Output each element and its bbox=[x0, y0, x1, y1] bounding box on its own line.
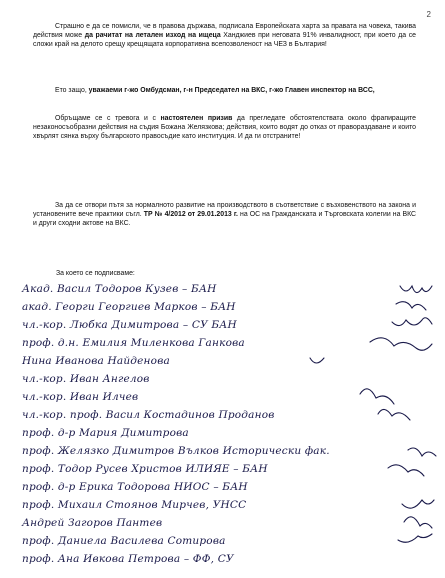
paragraph-1-text-b: Ханджиев при неговата 91% инвалидност, при което да се сложи край на делото срещу крещящата корпоративна всепозволеност на ЧЕЗ в България! bbox=[33, 32, 416, 49]
signature-line: проф. Даниела Василева Сотирова bbox=[22, 535, 226, 547]
signature-line: проф. д-р Мария Димитрова bbox=[22, 427, 189, 439]
paragraph-4-bold: ТР № 4/2012 от 29.01.2013 г. bbox=[143, 211, 238, 219]
paragraph-2-bold: уважаеми г-жо Омбудсман, г-н Председател на ВКС, г-жо Главен инспектор на ВСС, bbox=[88, 87, 375, 94]
paragraph-3-text-a: Обръщаме се с тревога и с bbox=[55, 115, 161, 122]
paragraph-3-bold: настоятелен призив bbox=[160, 115, 233, 122]
signature-line: проф. Михаил Стоянов Мирчев, УНСС bbox=[22, 499, 247, 511]
paragraph-2-text-a: Ето защо, bbox=[55, 87, 89, 94]
signature-line: чл.-кор. проф. Васил Костадинов Проданов bbox=[22, 409, 275, 421]
paragraph-4 bbox=[33, 201, 416, 228]
paragraph-3-text-b: да прегледате обстоятелствата около фрапиращите незаконосъобразни действия на съдия Божана Желязкова; действия, които водят до отказ от правораздаване и които хвърлят сянка върху българското правосъдие като институция. И да ги отстраните! bbox=[33, 115, 417, 141]
signature-line: проф. д-р Ерика Тодорова НИОС – БАН bbox=[22, 481, 248, 493]
paragraph-3 bbox=[33, 114, 416, 141]
signatories-label: За което се подписваме: bbox=[56, 270, 135, 277]
signature-line: проф. Тодор Русев Христов ИЛИЯЕ – БАН bbox=[22, 463, 268, 475]
signature-line: акад. Георги Георгиев Марков – БАН bbox=[22, 301, 236, 313]
signature-line: чл.-кор. Иван Ангелов bbox=[22, 373, 150, 385]
signature-line: чл.-кор. Иван Илчев bbox=[22, 391, 139, 403]
signature-line: проф. Ана Ивкова Петрова – ФФ, СУ bbox=[22, 553, 234, 565]
paragraph-1-bold: да рачитат на летален изход на ищеца bbox=[84, 32, 221, 40]
signature-line: проф. д.н. Емилия Миленкова Ганкова bbox=[22, 337, 245, 349]
signature-line: Акад. Васил Тодоров Кузев – БАН bbox=[22, 283, 217, 295]
signature-line: Андрей Загоров Пантев bbox=[22, 517, 163, 529]
paragraph-4-text-a: За да се отвори пътя за нормалното развитие на производството в съответствие с възховенството на закона и установените вече практики съгл. bbox=[33, 202, 416, 219]
paragraph-2 bbox=[33, 86, 416, 95]
signature-line: проф. Желязко Димитров Вълков Исторически фак. bbox=[22, 445, 330, 457]
signature-line: чл.-кор. Любка Димитрова – СУ БАН bbox=[22, 319, 237, 331]
paragraph-4-text-b: на ОС на Гражданската и Търговската колегии на ВКС и други сходни актове на ВКС. bbox=[33, 211, 417, 228]
handwritten-signatures bbox=[300, 282, 440, 572]
page-number: 2 bbox=[426, 10, 431, 19]
paragraph-1 bbox=[33, 22, 416, 49]
signature-line: Нина Иванова Найденова bbox=[22, 355, 170, 367]
paragraph-1-text-a: Страшно е да се помисли, че в правова държава, подписала Европейската харта за правата на човека, такива действия може bbox=[33, 23, 416, 40]
